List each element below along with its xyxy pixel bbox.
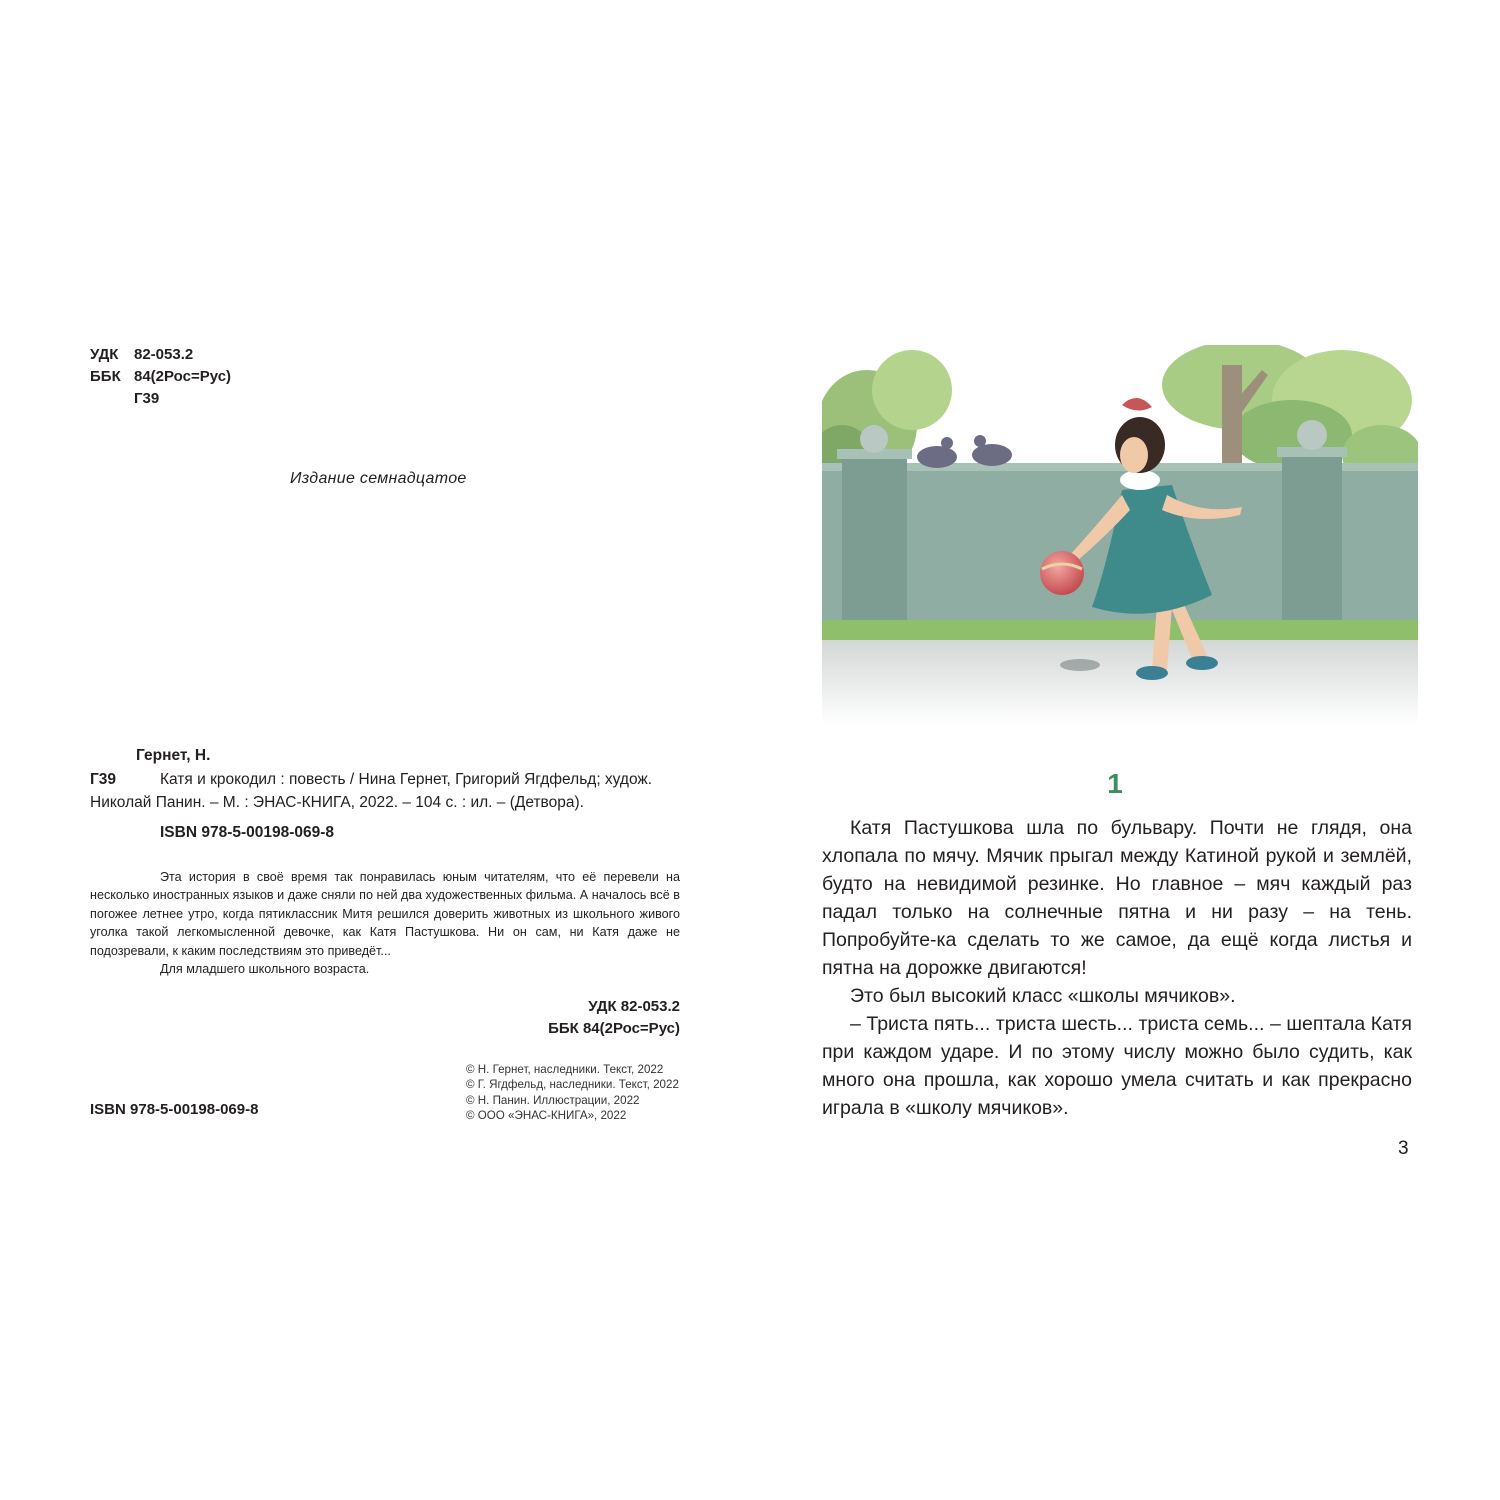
copyright-line: © Н. Панин. Иллюстрации, 2022 (466, 1093, 640, 1107)
copyright-line: © ООО «ЭНАС-КНИГА», 2022 (466, 1109, 627, 1123)
author-sign: Г39 (134, 390, 160, 407)
paragraph: Катя Пастушкова шла по бульвару. Почти не глядя, она хлопала по мячу. Мячик прыгал между Катиной рукой и землёй, будто на невидимой резинке. Но главное – мяч каждый раз падал только на солнечные пятна и ни разу – на тень. Попробуйте-ка сделать то же самое, да ещё когда листья и пятна на дорожке двигаются! (822, 817, 1412, 979)
ball-shadow (1060, 659, 1100, 671)
description-text: Катя и крокодил : повесть / Нина Гернет, Григорий Ягдфельд; худож. Николай Панин. – М. : ЭНАС-КНИГА, 2022. – 104 с. : ил. – (Детвора). (90, 770, 653, 811)
copyright-line: © Н. Гернет, наследники. Текст, 2022 (466, 1063, 664, 1076)
classification-codes (90, 344, 231, 410)
bbk-value: 84(2Рос=Рус) (134, 368, 232, 385)
bibliographic-record (90, 744, 680, 844)
bbk-label: ББК (90, 368, 121, 385)
classification-codes-bottom (480, 996, 680, 1040)
annotation (90, 868, 680, 978)
annotation-text: Эта история в своё время так понравилась юным читателям, что её перевели на несколько иностранных языков и даже сняли по ней два художественных фильма. А началось всё в погожее летнее утро, когда пятиклассник Митя решился доверить животных из школьного живого уголка такой легкомысленной девочке, как Катя Пастушкова. Ни он сам, ни Катя даже не подозревали, к каким последствиям это приведёт... (90, 870, 680, 958)
author-name: Гернет, Н. (136, 747, 211, 764)
pillar-ball-left (860, 425, 888, 453)
bbk-bottom: ББК 84(2Рос=Рус) (548, 1020, 680, 1037)
isbn-record: ISBN 978-5-00198-069-8 (160, 823, 335, 841)
udk-value: 82-053.2 (134, 346, 194, 363)
chapter-text (822, 814, 1412, 1122)
chapter-number: 1 (1107, 768, 1123, 799)
road (822, 640, 1418, 725)
page-number: 3 (1398, 1138, 1409, 1159)
edition-note: Издание семнадцатое (290, 470, 467, 487)
entry-code: Г39 (90, 770, 117, 788)
paragraph: – Триста пять... триста шесть... триста семь... – шептала Катя при каждом ударе. И по этому числу можно было судить, как много она прошла, как хорошо умела считать и как прекрасно играла в «школу мячиков». (822, 1013, 1412, 1119)
chapter-illustration (822, 345, 1418, 725)
age-note: Для младшего школьного возраста. (160, 962, 370, 977)
udk-bottom: УДК 82-053.2 (588, 998, 680, 1015)
paragraph: Это был высокий класс «школы мячиков». (850, 985, 1236, 1007)
book-description (90, 768, 680, 815)
pillar-ball-right (1297, 420, 1327, 450)
isbn-bottom: ISBN 978-5-00198-069-8 (90, 1101, 259, 1118)
copyright-line: © Г. Ягдфельд, наследники. Текст, 2022 (466, 1078, 679, 1092)
copyright-block (466, 1062, 679, 1124)
udk-label: УДК (90, 346, 119, 363)
ball (1040, 551, 1084, 595)
